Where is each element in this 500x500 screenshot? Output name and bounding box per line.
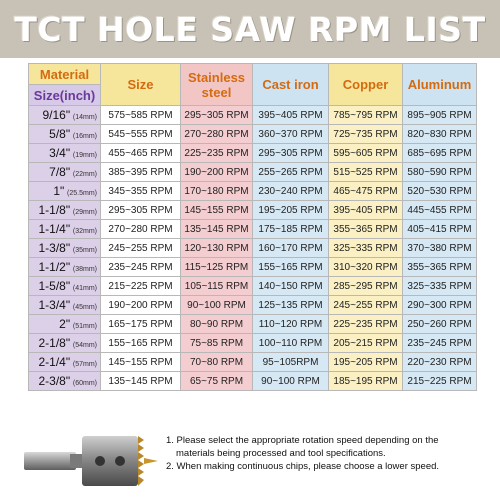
cell-cast-iron-rpm: 90~100 RPM [253,372,329,391]
cell-stainless-rpm: 80~90 RPM [181,315,253,334]
cell-cast-iron-rpm: 160~170 RPM [253,239,329,258]
cell-stainless-rpm: 270~280 RPM [181,125,253,144]
size-fraction: 1-5/8" [38,279,71,293]
note-line-1: 1. Please select the appropriate rotation speed depending on the [166,435,439,446]
cell-stainless-rpm: 145~155 RPM [181,201,253,220]
cell-stainless-rpm: 120~130 RPM [181,239,253,258]
note-line-2: materials being processed and tool specifications. [176,448,386,459]
table-row [29,201,477,220]
cell-aluminum-rpm: 685~695 RPM [403,144,477,163]
size-mm: (35mm) [72,247,97,254]
size-mm: (51mm) [72,323,97,330]
size-mm: (41mm) [72,285,97,292]
cell-size-rpm: 190~200 RPM [101,296,181,315]
table-row [29,163,477,182]
table-row [29,220,477,239]
size-mm: (38mm) [72,266,97,273]
table-header [29,64,477,106]
cell-size-inch [29,315,101,334]
rpm-table [28,63,477,391]
table-row [29,258,477,277]
cell-aluminum-rpm: 220~230 RPM [403,353,477,372]
saw-body-shape [82,436,138,486]
cell-size-inch [29,296,101,315]
shank-shape [24,452,76,470]
size-fraction: 3/4" [49,146,71,160]
size-mm: (45mm) [72,304,97,311]
cell-copper-rpm: 395~405 RPM [329,201,403,220]
size-fraction: 1-1/4" [38,222,71,236]
cell-cast-iron-rpm: 255~265 RPM [253,163,329,182]
cell-size-inch [29,182,101,201]
cell-aluminum-rpm: 445~455 RPM [403,201,477,220]
notes [166,434,496,473]
cell-cast-iron-rpm: 195~205 RPM [253,201,329,220]
cell-aluminum-rpm: 250~260 RPM [403,315,477,334]
cell-size-inch [29,201,101,220]
table-row [29,334,477,353]
size-mm: (57mm) [72,361,97,368]
cell-cast-iron-rpm: 230~240 RPM [253,182,329,201]
cell-size-rpm: 270~280 RPM [101,220,181,239]
cell-cast-iron-rpm: 175~185 RPM [253,220,329,239]
cell-size-inch [29,334,101,353]
header-aluminum: Aluminum [403,64,477,106]
table-row [29,182,477,201]
table-row [29,315,477,334]
cell-stainless-rpm: 90~100 RPM [181,296,253,315]
cell-stainless-rpm: 135~145 RPM [181,220,253,239]
cell-aluminum-rpm: 215~225 RPM [403,372,477,391]
cell-stainless-rpm: 295~305 RPM [181,106,253,125]
cell-aluminum-rpm: 580~590 RPM [403,163,477,182]
teeth-shape [138,436,144,486]
size-mm: (19mm) [72,152,97,159]
cell-cast-iron-rpm: 295~305 RPM [253,144,329,163]
cell-cast-iron-rpm: 360~370 RPM [253,125,329,144]
size-fraction: 9/16" [42,108,71,122]
size-mm: (25.5mm) [67,190,97,197]
size-mm: (14mm) [72,114,97,121]
cell-size-rpm: 545~555 RPM [101,125,181,144]
size-fraction: 1-3/8" [38,241,71,255]
cell-size-rpm: 155~165 RPM [101,334,181,353]
table-row [29,125,477,144]
cell-copper-rpm: 325~335 RPM [329,239,403,258]
cell-size-rpm: 135~145 RPM [101,372,181,391]
cell-cast-iron-rpm: 95~105RPM [253,353,329,372]
cell-aluminum-rpm: 895~905 RPM [403,106,477,125]
cell-stainless-rpm: 105~115 RPM [181,277,253,296]
cell-size-rpm: 385~395 RPM [101,163,181,182]
cell-copper-rpm: 225~235 RPM [329,315,403,334]
size-fraction: 2-1/4" [38,355,71,369]
cell-stainless-rpm: 115~125 RPM [181,258,253,277]
table-row [29,277,477,296]
cell-size-rpm: 215~225 RPM [101,277,181,296]
header-size: Size [101,64,181,106]
header-stainless: Stainless steel [181,64,253,106]
cell-size-rpm: 575~585 RPM [101,106,181,125]
header-material: Material [29,64,101,85]
cell-cast-iron-rpm: 155~165 RPM [253,258,329,277]
cell-cast-iron-rpm: 125~135 RPM [253,296,329,315]
drill-tip-shape [144,458,158,464]
size-mm: (29mm) [72,209,97,216]
cell-copper-rpm: 515~525 RPM [329,163,403,182]
cell-copper-rpm: 465~475 RPM [329,182,403,201]
size-mm: (22mm) [72,171,97,178]
cell-stainless-rpm: 70~80 RPM [181,353,253,372]
table-body [29,106,477,391]
table-row [29,144,477,163]
cell-size-inch [29,239,101,258]
cell-copper-rpm: 205~215 RPM [329,334,403,353]
size-mm: (32mm) [72,228,97,235]
header-copper: Copper [329,64,403,106]
size-mm: (60mm) [72,380,97,387]
cell-size-inch [29,106,101,125]
cell-size-rpm: 345~355 RPM [101,182,181,201]
cell-copper-rpm: 185~195 RPM [329,372,403,391]
size-fraction: 1" [53,184,65,198]
cell-copper-rpm: 310~320 RPM [329,258,403,277]
cell-size-inch [29,163,101,182]
table-row [29,296,477,315]
header-size-inch: Size(inch) [29,85,101,106]
size-fraction: 1-3/4" [38,298,71,312]
size-fraction: 1-1/2" [38,260,71,274]
cell-size-inch [29,125,101,144]
table-row [29,372,477,391]
size-fraction: 5/8" [49,127,71,141]
hole-saw-icon [20,428,160,492]
cell-copper-rpm: 355~365 RPM [329,220,403,239]
cell-cast-iron-rpm: 140~150 RPM [253,277,329,296]
cell-size-rpm: 235~245 RPM [101,258,181,277]
cell-copper-rpm: 285~295 RPM [329,277,403,296]
size-mm: (54mm) [72,342,97,349]
cell-size-inch [29,220,101,239]
cell-size-rpm: 245~255 RPM [101,239,181,258]
table-row [29,239,477,258]
cell-cast-iron-rpm: 100~110 RPM [253,334,329,353]
header-cast-iron: Cast iron [253,64,329,106]
cell-size-inch [29,277,101,296]
page-title: TCT HOLE SAW RPM LIST [14,9,486,49]
title-banner [0,0,500,58]
cell-aluminum-rpm: 405~415 RPM [403,220,477,239]
size-fraction: 7/8" [49,165,71,179]
size-fraction: 1-1/8" [38,203,71,217]
cell-size-rpm: 145~155 RPM [101,353,181,372]
cell-copper-rpm: 195~205 RPM [329,353,403,372]
cell-copper-rpm: 725~735 RPM [329,125,403,144]
size-fraction: 2-3/8" [38,374,71,388]
size-mm: (16mm) [72,133,97,140]
cell-aluminum-rpm: 820~830 RPM [403,125,477,144]
cell-copper-rpm: 245~255 RPM [329,296,403,315]
cell-stainless-rpm: 65~75 RPM [181,372,253,391]
size-fraction: 2" [59,317,71,331]
cell-stainless-rpm: 75~85 RPM [181,334,253,353]
cell-size-inch [29,353,101,372]
cell-aluminum-rpm: 235~245 RPM [403,334,477,353]
cell-stainless-rpm: 225~235 RPM [181,144,253,163]
cell-size-rpm: 455~465 RPM [101,144,181,163]
cell-cast-iron-rpm: 395~405 RPM [253,106,329,125]
cell-size-rpm: 295~305 RPM [101,201,181,220]
cell-aluminum-rpm: 370~380 RPM [403,239,477,258]
cell-size-inch [29,144,101,163]
table-row [29,353,477,372]
size-fraction: 2-1/8" [38,336,71,350]
cell-size-inch [29,372,101,391]
cell-aluminum-rpm: 290~300 RPM [403,296,477,315]
cell-stainless-rpm: 190~200 RPM [181,163,253,182]
cell-aluminum-rpm: 355~365 RPM [403,258,477,277]
cell-stainless-rpm: 170~180 RPM [181,182,253,201]
cell-aluminum-rpm: 325~335 RPM [403,277,477,296]
table-row [29,106,477,125]
cell-size-rpm: 165~175 RPM [101,315,181,334]
note-line-3: 2. When making continuous chips, please choose a lower speed. [166,461,440,472]
cell-aluminum-rpm: 520~530 RPM [403,182,477,201]
cell-copper-rpm: 785~795 RPM [329,106,403,125]
cell-copper-rpm: 595~605 RPM [329,144,403,163]
cell-cast-iron-rpm: 110~120 RPM [253,315,329,334]
cell-size-inch [29,258,101,277]
